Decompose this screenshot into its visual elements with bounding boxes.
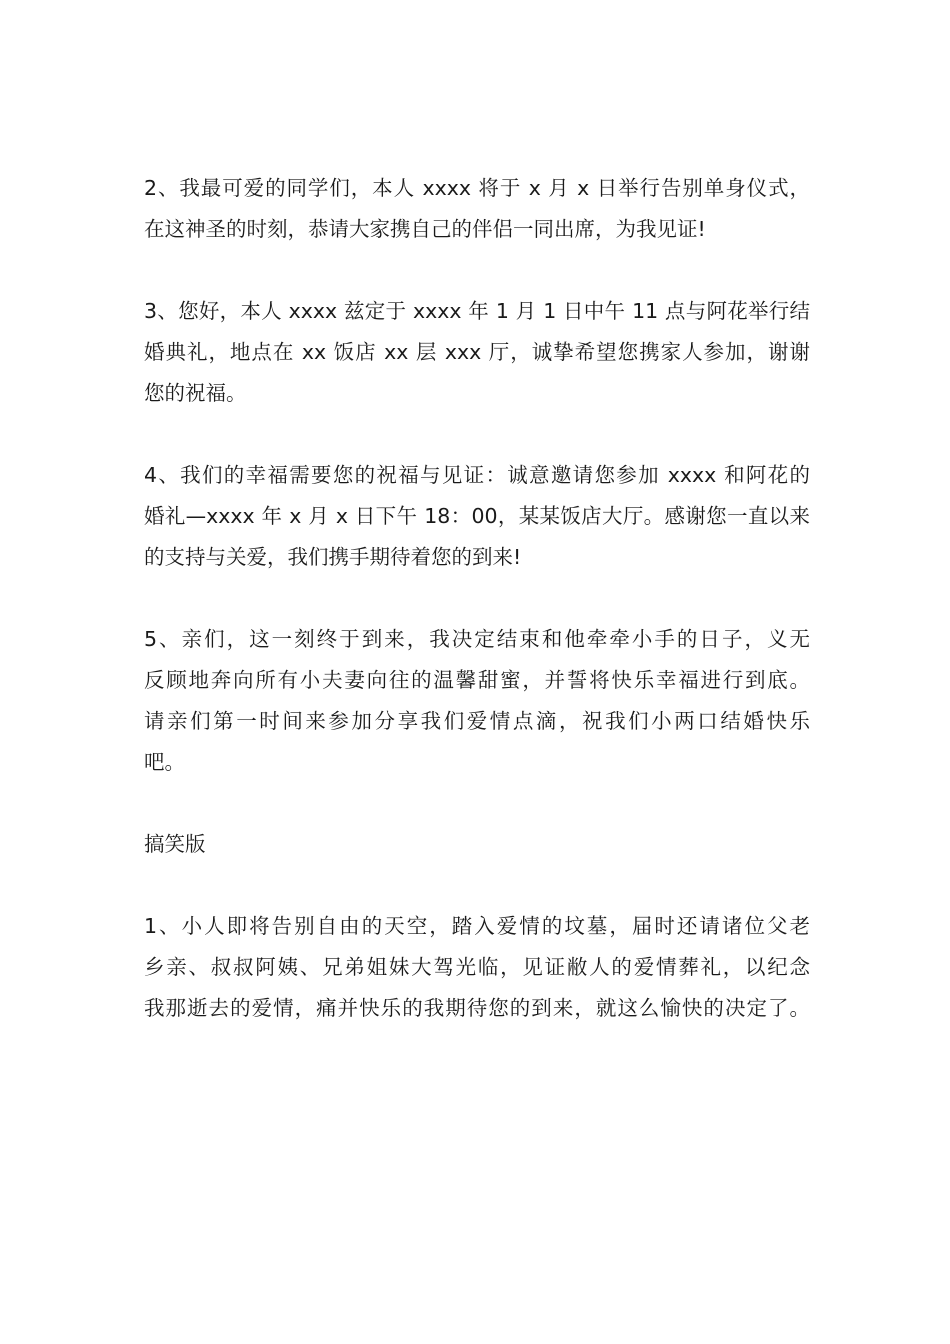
paragraph-4	[144, 455, 810, 578]
text-line: 乡亲、叔叔阿姨、兄弟姐妹大驾光临，见证敝人的爱情葬礼，以纪念	[144, 955, 810, 979]
section-heading: 搞笑版	[144, 832, 206, 856]
text-line: 的支持与关爱，我们携手期待着您的到来!	[144, 545, 522, 569]
text-line: 反顾地奔向所有小夫妻向往的温馨甜蜜，并誓将快乐幸福进行到底。	[144, 668, 810, 692]
funny-paragraph-1	[144, 906, 810, 1029]
paragraph-2	[144, 168, 810, 250]
text-line: 婚典礼，地点在 xx 饭店 xx 层 xxx 厅，诚挚希望您携家人参加，谢谢	[144, 340, 810, 364]
text-line: 吧。	[144, 750, 185, 774]
text-line: 请亲们第一时间来参加分享我们爱情点滴，祝我们小两口结婚快乐	[144, 709, 810, 733]
text-line: 3、您好，本人 xxxx 兹定于 xxxx 年 1 月 1 日中午 11 点与阿花举行结	[144, 299, 810, 323]
text-line: 2、我最可爱的同学们，本人 xxxx 将于 x 月 x 日举行告别单身仪式，	[144, 176, 810, 200]
text-line: 婚礼—xxxx 年 x 月 x 日下午 18：00，某某饭店大厅。感谢您一直以来	[144, 504, 810, 528]
text-line: 在这神圣的时刻，恭请大家携自己的伴侣一同出席，为我见证!	[144, 217, 706, 241]
paragraph-3	[144, 291, 810, 414]
text-line: 5、亲们，这一刻终于到来，我决定结束和他牵牵小手的日子，义无	[144, 627, 810, 651]
paragraph-5	[144, 619, 810, 783]
text-line: 我那逝去的爱情，痛并快乐的我期待您的到来，就这么愉快的决定了。	[144, 996, 810, 1020]
text-line: 4、我们的幸福需要您的祝福与见证：诚意邀请您参加 xxxx 和阿花的	[144, 463, 810, 487]
text-line: 1、小人即将告别自由的天空，踏入爱情的坟墓，届时还请诸位父老	[144, 914, 810, 938]
text-line: 您的祝福。	[144, 381, 247, 405]
document-body	[144, 168, 810, 1070]
